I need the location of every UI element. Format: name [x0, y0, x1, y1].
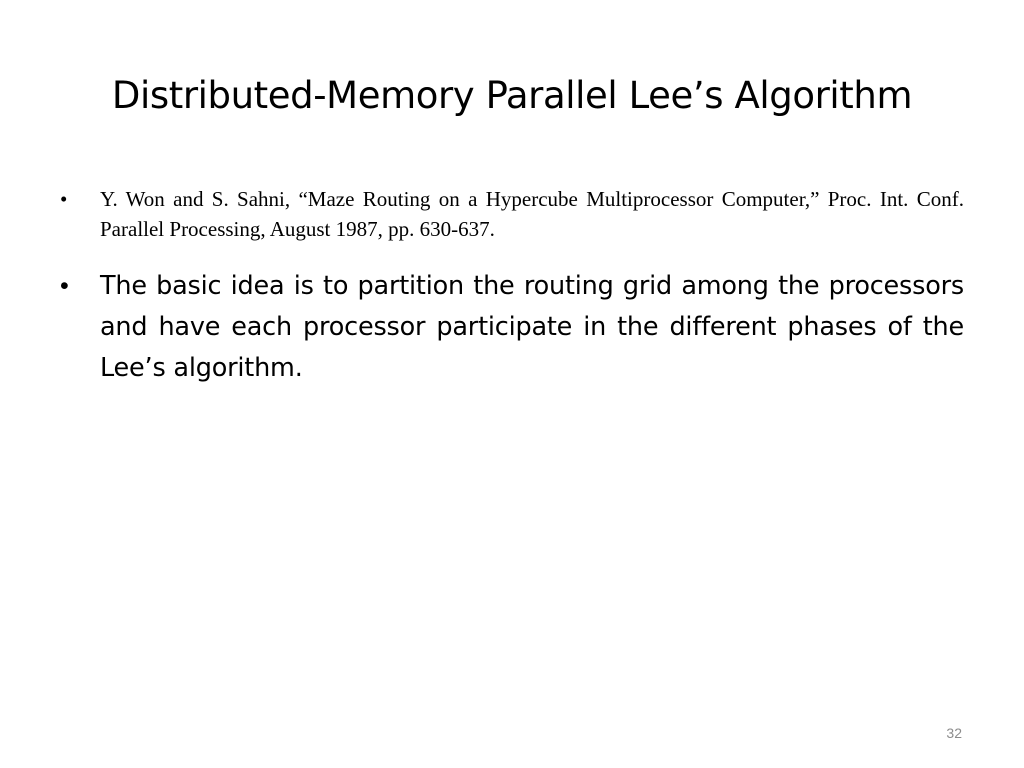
basic-idea-text: The basic idea is to partition the routing grid among the processors and have each processor participate in the different phases of the Lee’s algorithm.: [100, 271, 964, 383]
reference-text: Y. Won and S. Sahni, “Maze Routing on a Hypercube Multiprocessor Computer,” Proc. Int. Conf. Parallel Processing, August 1987, pp. 630-637.: [100, 187, 964, 241]
bullet-list: [60, 184, 964, 389]
bullet-icon: •: [60, 272, 69, 300]
bullet-item-basic-idea: [60, 266, 964, 389]
slide-number: 32: [946, 725, 962, 741]
slide-title: Distributed-Memory Parallel Lee’s Algorithm: [111, 74, 913, 117]
bullet-item-reference: [60, 184, 964, 244]
bullet-icon: •: [60, 187, 68, 211]
